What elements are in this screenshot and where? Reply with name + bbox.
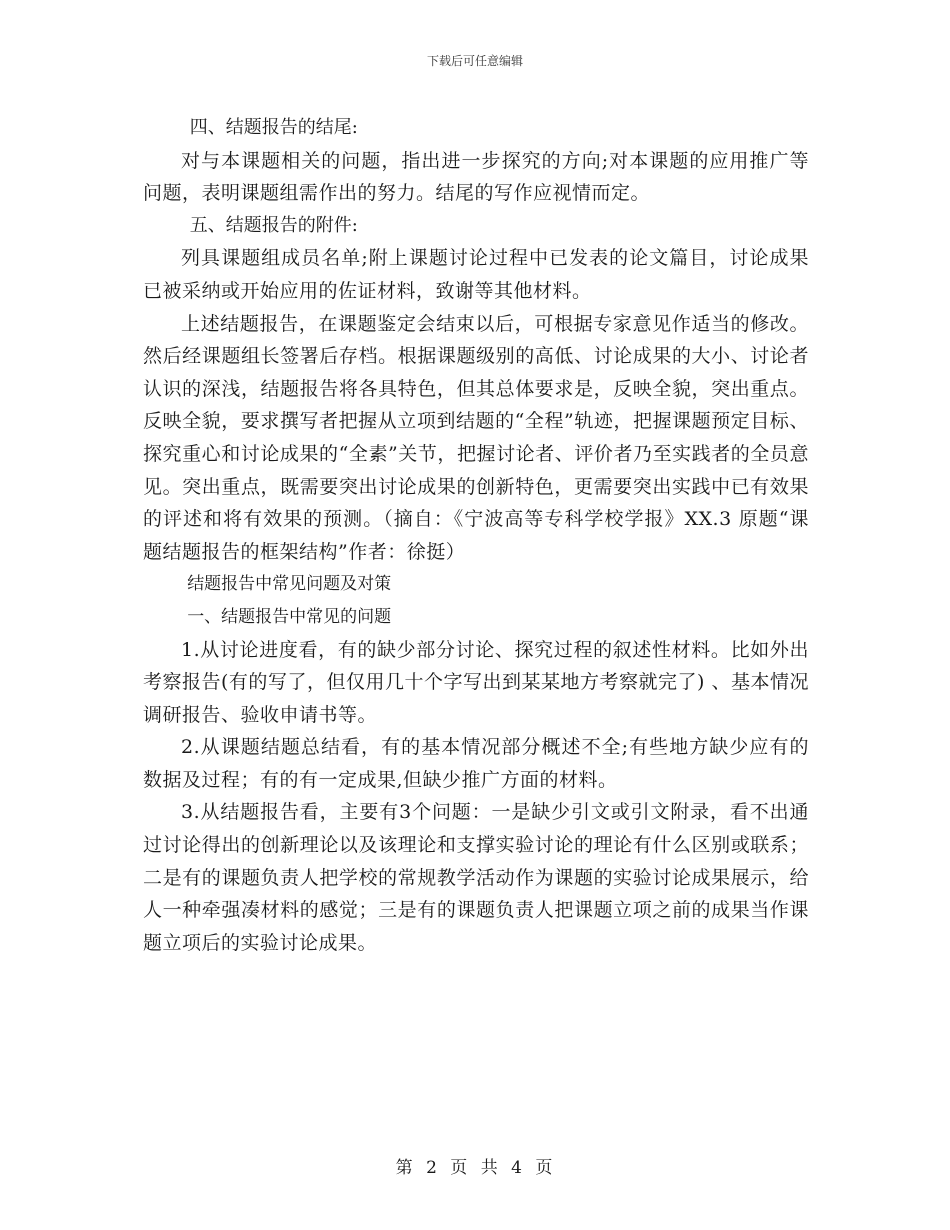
section-heading-ending: 四、结题报告的结尾:: [189, 117, 358, 138]
paragraph-attachments: 列具课题组成员名单;附上课题讨论过程中已发表的论文篇目，讨论成果已被采纳或开始应用的佐证材料，致谢等其他材料。: [143, 247, 809, 302]
page-number-footer: 第 2 页 共 4 页: [395, 1158, 555, 1178]
paragraph-ending: 对与本课题相关的问题，指出进一步探究的方向;对本课题的应用推广等问题，表明课题组需作出的努力。结尾的写作应视情而定。: [143, 149, 809, 205]
document-body: [143, 112, 809, 959]
paragraph-summary: 上述结题报告，在课题鉴定会结束以后，可根据专家意见作适当的修改。然后经课题组长签署后存档。根据课题级别的高低、讨论成果的大小、讨论者认识的深浅，结题报告将各具特色，但其总体要求是，反映全貌，突出重点。反映全貌，要求撰写者把握从立项到结题的“全程”轨迹，把握课题预定目标、探究重心和讨论成果的“全素”关节，把握讨论者、评价者乃至实践者的全员意见。突出重点，既需要突出讨论成果的创新特色，更需要突出实践中已有效果的评述和将有效果的预测。（摘自：《宁波高等专科学校学报》XX.3 原题“课题结题报告的框架结构”作者：徐挺）: [143, 312, 809, 563]
paragraph-problem-3: 3.从结题报告看，主要有3个问题：一是缺少引文或引文附录，看不出通过讨论得出的创新理论以及该理论和支撑实验讨论的理论有什么区别或联系；二是有的课题负责人把学校的常规教学活动作为课题的实验讨论成果展示，给人一种牵强凑材料的感觉；三是有的课题负责人把课题立项之前的成果当作课题立项后的实验讨论成果。: [143, 801, 809, 954]
paragraph-problem-1: 1.从讨论进度看，有的缺少部分讨论、探究过程的叙述性材料。比如外出考察报告(有的写了，但仅用几十个字写出到某某地方考察就完了) 、基本情况调研报告、验收申请书等。: [143, 638, 809, 726]
paragraph-problem-2: 2.从课题结题总结看，有的基本情况部分概述不全;有些地方缺少应有的数据及过程；有的有一定成果,但缺少推广方面的材料。: [143, 736, 809, 791]
subsection-heading-problems: 一、结题报告中常见的问题: [187, 606, 392, 627]
section-heading-common-problems: 结题报告中常见问题及对策: [187, 574, 392, 595]
section-heading-attachments: 五、结题报告的附件:: [189, 214, 358, 236]
page-header: 下载后可任意编辑: [426, 54, 523, 68]
